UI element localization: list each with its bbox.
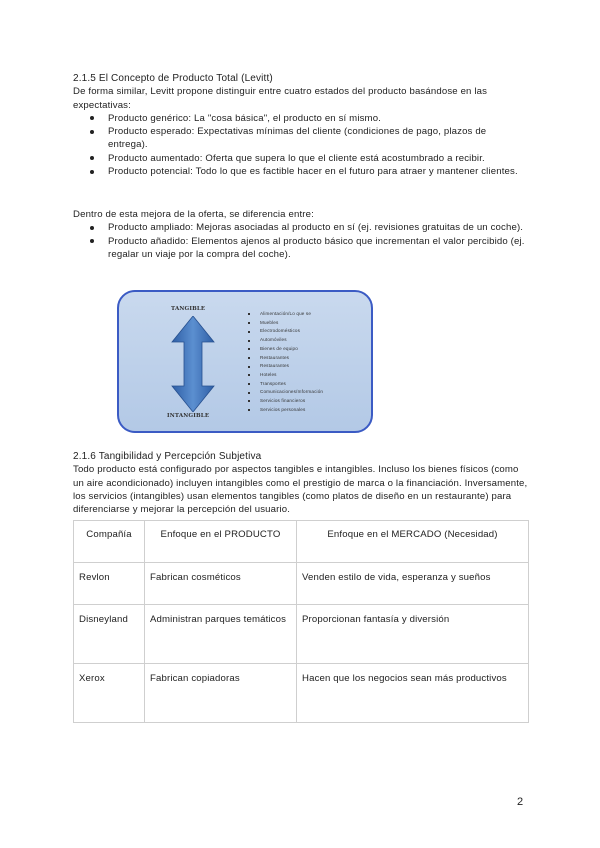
section-heading: 2.1.5 El Concepto de Producto Total (Levitt) bbox=[73, 73, 273, 84]
list-item: Producto genérico: La "cosa básica", el producto en sí mismo. bbox=[73, 112, 528, 125]
list-item: Restaurantes bbox=[246, 362, 323, 371]
table-cell: Proporcionan fantasía y diversión bbox=[297, 605, 529, 664]
list-item: Producto añadido: Elementos ajenos al producto básico que incrementan el valor percibido (ej. regalar un viaje por la compra del coche). bbox=[73, 235, 528, 262]
table-cell: Venden estilo de vida, esperanza y sueños bbox=[297, 563, 529, 605]
section-2-1-5 bbox=[73, 72, 528, 178]
double-arrow-icon bbox=[171, 316, 215, 412]
table-cell: Hacen que los negocios sean más productivos bbox=[297, 664, 529, 723]
list-item: Producto ampliado: Mejoras asociadas al producto en sí (ej. revisiones gratuitas de un coche). bbox=[73, 221, 528, 234]
table-header-row bbox=[74, 521, 529, 563]
list-item: Producto esperado: Expectativas mínimas del cliente (condiciones de pago, plazos de entrega). bbox=[73, 125, 528, 152]
list-item: Producto potencial: Todo lo que es factible hacer en el futuro para atraer y mantener clientes. bbox=[73, 165, 528, 178]
table-row bbox=[74, 664, 529, 723]
table-header: Enfoque en el PRODUCTO bbox=[145, 521, 297, 563]
list-item: Automóviles bbox=[246, 336, 323, 345]
tangibility-diagram bbox=[117, 290, 373, 433]
tangible-label: TANGIBLE bbox=[171, 306, 206, 312]
table-cell: Fabrican copiadoras bbox=[145, 664, 297, 723]
table-row bbox=[74, 605, 529, 664]
table-header: Enfoque en el MERCADO (Necesidad) bbox=[297, 521, 529, 563]
list-item: Electrodomésticos bbox=[246, 327, 323, 336]
list-item: Servicios personales bbox=[246, 406, 323, 415]
table-cell: Revlon bbox=[74, 563, 145, 605]
product-types-list bbox=[246, 310, 323, 414]
list-item: Muebles bbox=[246, 319, 323, 328]
list-item: Servicios financieros bbox=[246, 397, 323, 406]
list-item: Hoteles bbox=[246, 371, 323, 380]
table-header: Compañía bbox=[74, 521, 145, 563]
section-2-1-6 bbox=[73, 450, 528, 516]
offer-improvement-list bbox=[73, 221, 528, 261]
intangible-label: INTANGIBLE bbox=[167, 413, 210, 419]
list-item: Bienes de equipo bbox=[246, 345, 323, 354]
table-cell: Xerox bbox=[74, 664, 145, 723]
offer-improvement-block bbox=[73, 208, 528, 261]
list-item: Restaurantes bbox=[246, 354, 323, 363]
table-cell: Disneyland bbox=[74, 605, 145, 664]
list-item: Transportes bbox=[246, 380, 323, 389]
offer-intro: Dentro de esta mejora de la oferta, se diferencia entre: bbox=[73, 209, 314, 220]
section-intro: De forma similar, Levitt propone distinguir entre cuatro estados del producto basándose en las expectativas: bbox=[73, 86, 488, 111]
list-item: Producto aumentado: Oferta que supera lo que el cliente está acostumbrado a recibir. bbox=[73, 152, 528, 165]
page-number: 2 bbox=[517, 796, 524, 808]
table-row bbox=[74, 563, 529, 605]
list-item: Alimentación/Lo que se bbox=[246, 310, 323, 319]
section-heading: 2.1.6 Tangibilidad y Percepción Subjetiva bbox=[73, 451, 262, 462]
product-levels-list bbox=[73, 112, 528, 178]
list-item: Comunicaciones/Información bbox=[246, 388, 323, 397]
table-cell: Fabrican cosméticos bbox=[145, 563, 297, 605]
section-body: Todo producto está configurado por aspectos tangibles e intangibles. Incluso los bienes físicos (como un aire acondicionado) incluyen intangibles como el prestigio de marca o la financiación. Inversamente, los servicios (intangibles) usan elementos tangibles (como platos de diseño en un restaurante) para diferenciarse y mejorar la percepción del usuario. bbox=[73, 464, 528, 516]
company-focus-table bbox=[73, 520, 529, 723]
table-cell: Administran parques temáticos bbox=[145, 605, 297, 664]
